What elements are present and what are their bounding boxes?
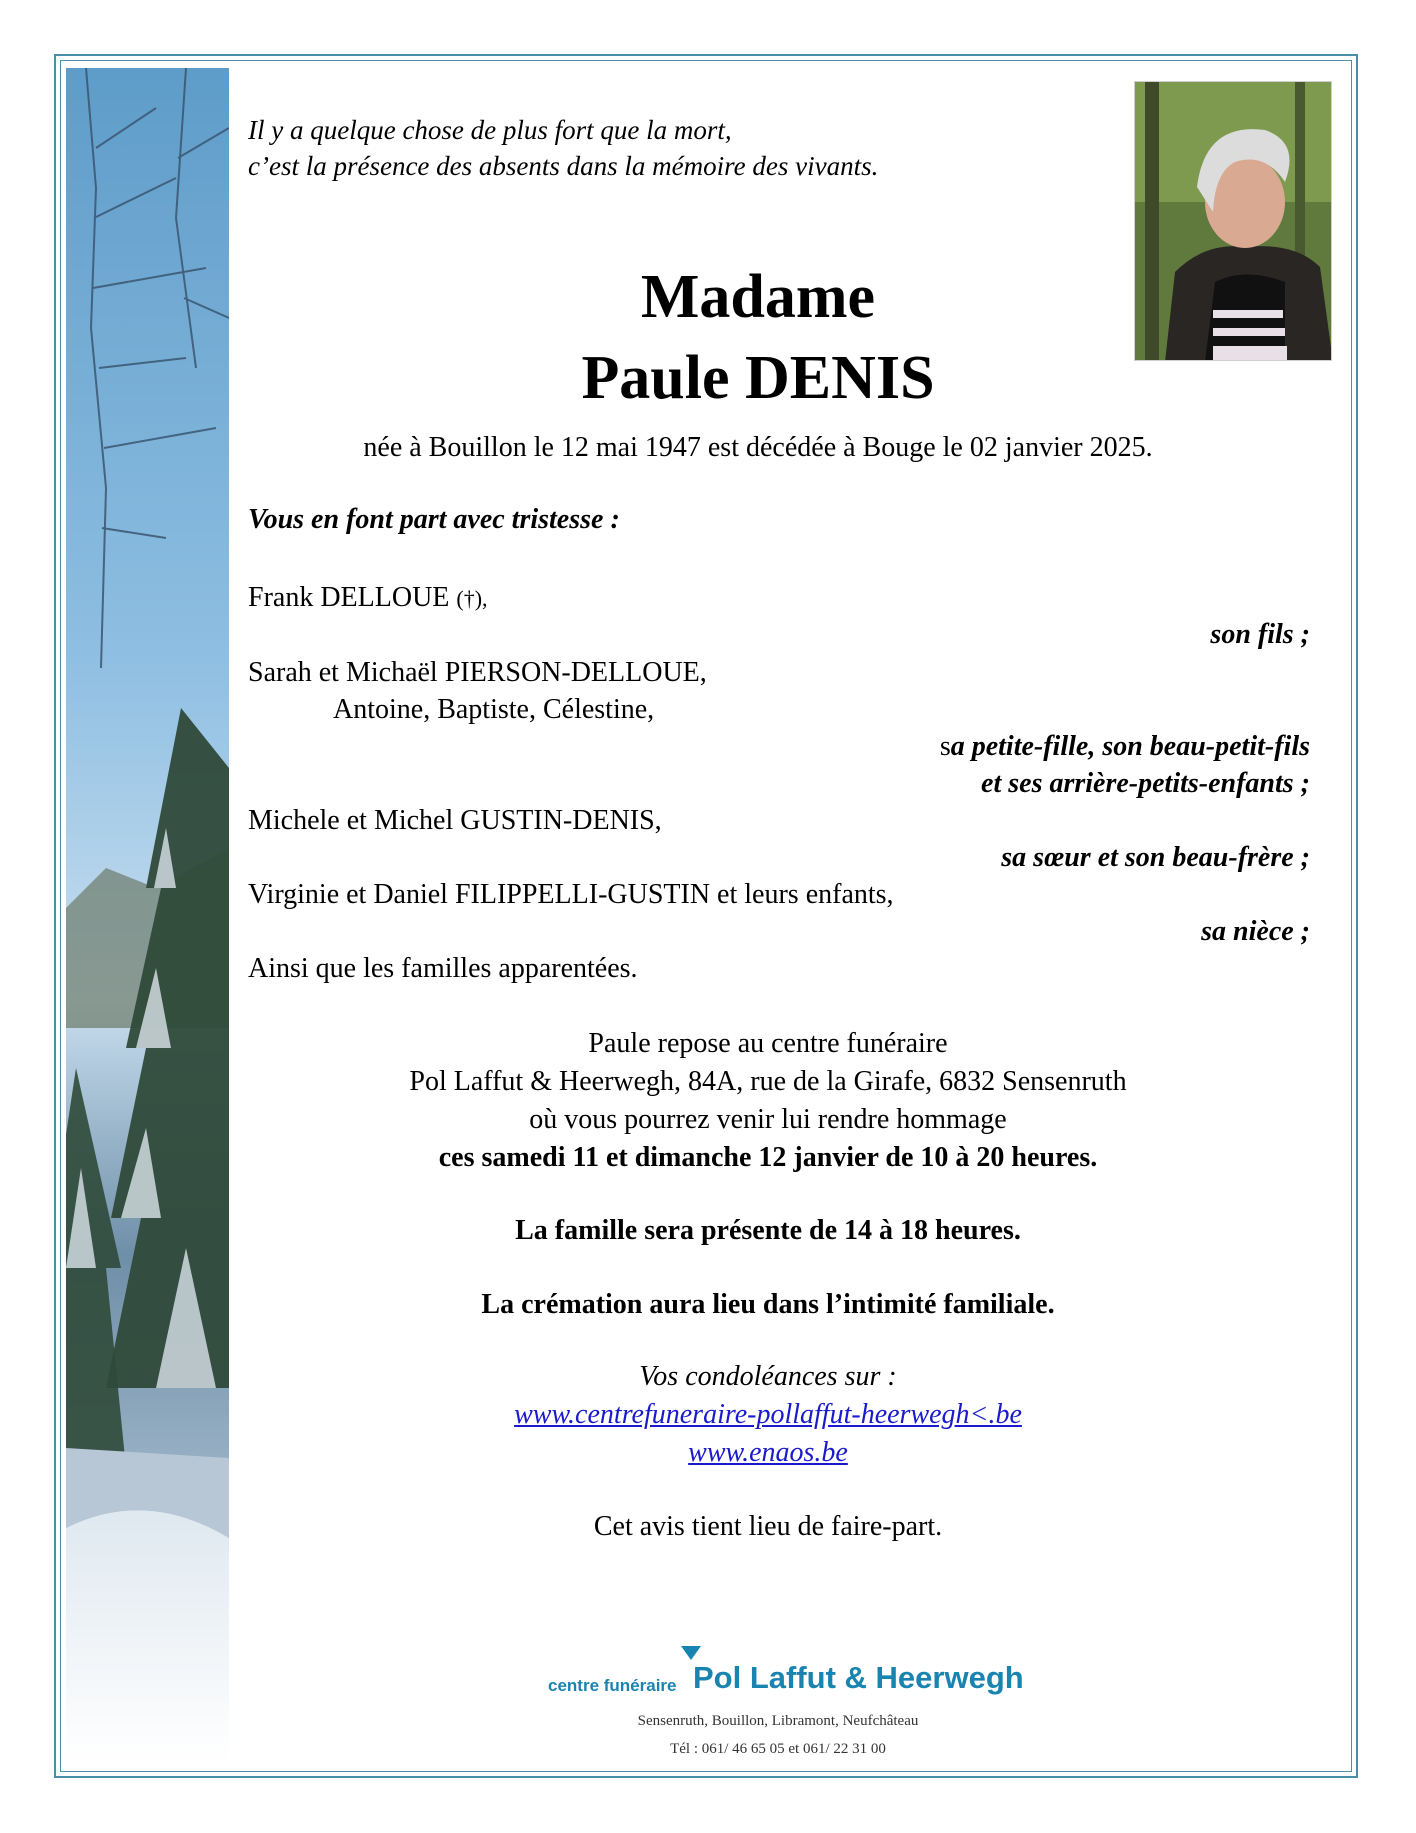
frank-cross: (†), bbox=[456, 586, 488, 611]
condolences-label: Vos condoléances sur : bbox=[639, 1361, 897, 1392]
family-frank bbox=[248, 580, 488, 617]
visitation-hours: ces samedi 11 et dimanche 12 janvier de 10 à 20 heures. bbox=[438, 1142, 1098, 1173]
announcement-heading: Vous en font part avec tristesse : bbox=[248, 504, 620, 535]
logo-phone: Tél : 061/ 46 65 05 et 061/ 22 31 00 bbox=[670, 1741, 886, 1757]
epitaph-quote bbox=[248, 112, 878, 184]
cremation-notice: La crémation aura lieu dans l’intimité familiale. bbox=[481, 1289, 1055, 1320]
family-michele: Michele et Michel GUSTIN-DENIS, bbox=[248, 805, 662, 836]
family-presence: La famille sera présente de 14 à 18 heures. bbox=[515, 1215, 1021, 1246]
virginie-relation: sa nièce ; bbox=[1201, 916, 1310, 947]
grand-relation-prefix: s bbox=[939, 731, 951, 762]
condolences-link-2-wrap bbox=[248, 1434, 1288, 1472]
grand-relation-line-2: et ses arrière-petits-enfants ; bbox=[981, 768, 1310, 799]
grand-relation-rest: a petite-fille, son beau-petit-fils bbox=[950, 731, 1310, 762]
logo-triangle-icon bbox=[681, 1646, 701, 1660]
funeral-home-logo bbox=[548, 1646, 1024, 1766]
quote-line-2: c’est la présence des absents dans la mémoire des vivants. bbox=[248, 151, 879, 181]
condolences-link-centrefuneraire[interactable]: www.centrefuneraire-pollaffut-heerwegh<.be bbox=[514, 1399, 1022, 1430]
condolences-link-1-wrap bbox=[248, 1396, 1288, 1434]
quote-line-1: Il y a quelque chose de plus fort que la mort, bbox=[248, 115, 732, 145]
visitation-line-1: Paule repose au centre funéraire bbox=[588, 1028, 948, 1059]
michele-relation: sa sœur et son beau-frère ; bbox=[1001, 842, 1310, 873]
logo-towns: Sensenruth, Bouillon, Libramont, Neufchâteau bbox=[637, 1713, 919, 1729]
family-sarah: Sarah et Michaël PIERSON-DELLOUE, bbox=[248, 657, 707, 688]
birth-death-dates: née à Bouillon le 12 mai 1947 est décédée à Bouge le 02 janvier 2025. bbox=[363, 432, 1153, 463]
family-others: Ainsi que les familles apparentées. bbox=[248, 953, 638, 984]
closing-note: Cet avis tient lieu de faire-part. bbox=[593, 1511, 943, 1542]
logo-name: Pol Laffut & Heerwegh bbox=[693, 1660, 1024, 1695]
visitation-line-2: Pol Laffut & Heerwegh, 84A, rue de la Girafe, 6832 Sensenruth bbox=[409, 1066, 1127, 1097]
family-grandchildren: Antoine, Baptiste, Célestine, bbox=[333, 694, 655, 725]
frank-relation: son fils ; bbox=[1210, 619, 1310, 650]
family-virginie: Virginie et Daniel FILIPPELLI-GUSTIN et leurs enfants, bbox=[248, 879, 894, 910]
condolences-link-enaos[interactable]: www.enaos.be bbox=[688, 1437, 848, 1468]
deceased-name: Paule DENIS bbox=[581, 344, 935, 412]
visitation-line-3: où vous pourrez venir lui rendre hommage bbox=[529, 1104, 1007, 1135]
honorific: Madame bbox=[640, 263, 876, 331]
frank-name: Frank DELLOUE bbox=[248, 582, 450, 613]
logo-prefix: centre funéraire bbox=[548, 1676, 677, 1695]
grand-relation-line-1 bbox=[940, 729, 1310, 765]
winter-forest-image bbox=[66, 68, 229, 1763]
